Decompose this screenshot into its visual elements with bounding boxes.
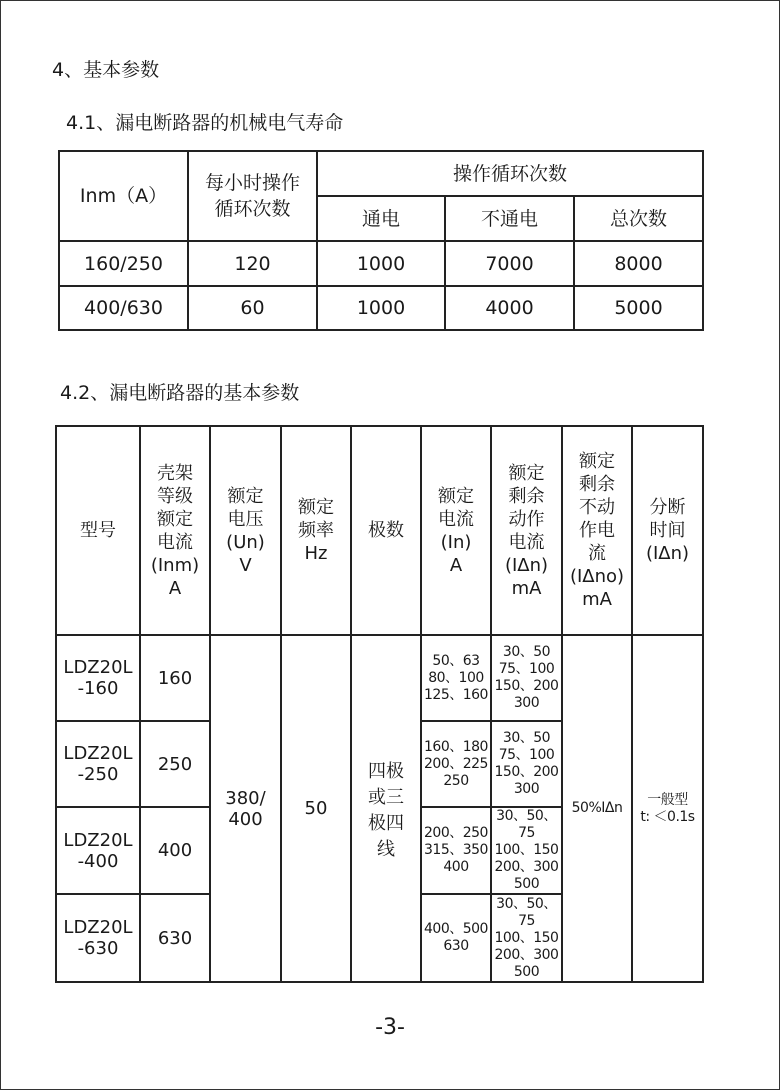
header-cycles: 操作循环次数 (317, 151, 703, 196)
header-voltage: 额定 电压 (Un) V (210, 426, 281, 635)
section-title: 4、基本参数 (52, 59, 160, 81)
header-frame-current: 壳架 等级 额定 电流 (Inm) A (140, 426, 210, 635)
in-cell: 50、63 80、100 125、160 (421, 635, 491, 721)
cell: 400/630 (59, 286, 188, 330)
idn-cell: 30、50 75、100 150、200 300 (491, 635, 562, 721)
params-table (55, 425, 704, 983)
header-rated-current: 额定 电流 (In) A (421, 426, 491, 635)
idn-cell: 30、50、75 100、150 200、300 500 (491, 894, 562, 982)
table-header-row (56, 426, 703, 635)
cell: 1000 (317, 241, 445, 286)
model-cell: LDZ20L -400 (56, 807, 140, 894)
idn-cell: 30、50、75 100、150 200、300 500 (491, 807, 562, 894)
header-on: 通电 (317, 196, 445, 241)
header-model: 型号 (56, 426, 140, 635)
frequency-cell: 50 (281, 635, 351, 982)
subsection-title-params: 4.2、漏电断路器的基本参数 (60, 382, 300, 404)
model-cell: LDZ20L -630 (56, 894, 140, 982)
cell: 1000 (317, 286, 445, 330)
inm-cell: 250 (140, 721, 210, 807)
voltage-cell: 380/ 400 (210, 635, 281, 982)
table-header-row (59, 151, 703, 196)
cell: 7000 (445, 241, 574, 286)
header-inm: Inm（A） (59, 151, 188, 241)
poles-cell: 四极 或三 极四 线 (351, 635, 421, 982)
page-number: -3- (375, 1015, 405, 1040)
in-cell: 400、500 630 (421, 894, 491, 982)
table-row (59, 241, 703, 286)
header-poles: 极数 (351, 426, 421, 635)
header-off: 不通电 (445, 196, 574, 241)
header-break-time: 分断 时间 (IΔn) (632, 426, 703, 635)
header-per-hour: 每小时操作 循环次数 (188, 151, 317, 241)
inm-cell: 630 (140, 894, 210, 982)
life-table (58, 150, 704, 331)
header-total: 总次数 (574, 196, 703, 241)
header-frequency: 额定 频率 Hz (281, 426, 351, 635)
model-cell: LDZ20L -250 (56, 721, 140, 807)
idn-cell: 30、50 75、100 150、200 300 (491, 721, 562, 807)
header-residual-action: 额定 剩余 动作 电流 (IΔn) mA (491, 426, 562, 635)
cell: 5000 (574, 286, 703, 330)
table-row (56, 635, 703, 721)
cell: 160/250 (59, 241, 188, 286)
header-residual-no-action: 额定 剩余 不动 作电 流 (IΔno) mA (562, 426, 632, 635)
no-action-cell: 50%IΔn (562, 635, 632, 982)
inm-cell: 400 (140, 807, 210, 894)
model-cell: LDZ20L -160 (56, 635, 140, 721)
in-cell: 160、180 200、225 250 (421, 721, 491, 807)
cell: 60 (188, 286, 317, 330)
cell: 4000 (445, 286, 574, 330)
inm-cell: 160 (140, 635, 210, 721)
cell: 8000 (574, 241, 703, 286)
in-cell: 200、250 315、350 400 (421, 807, 491, 894)
subsection-title-life: 4.1、漏电断路器的机械电气寿命 (66, 112, 344, 134)
break-time-cell: 一般型 t: ＜0.1s (632, 635, 703, 982)
cell: 120 (188, 241, 317, 286)
table-row (59, 286, 703, 330)
